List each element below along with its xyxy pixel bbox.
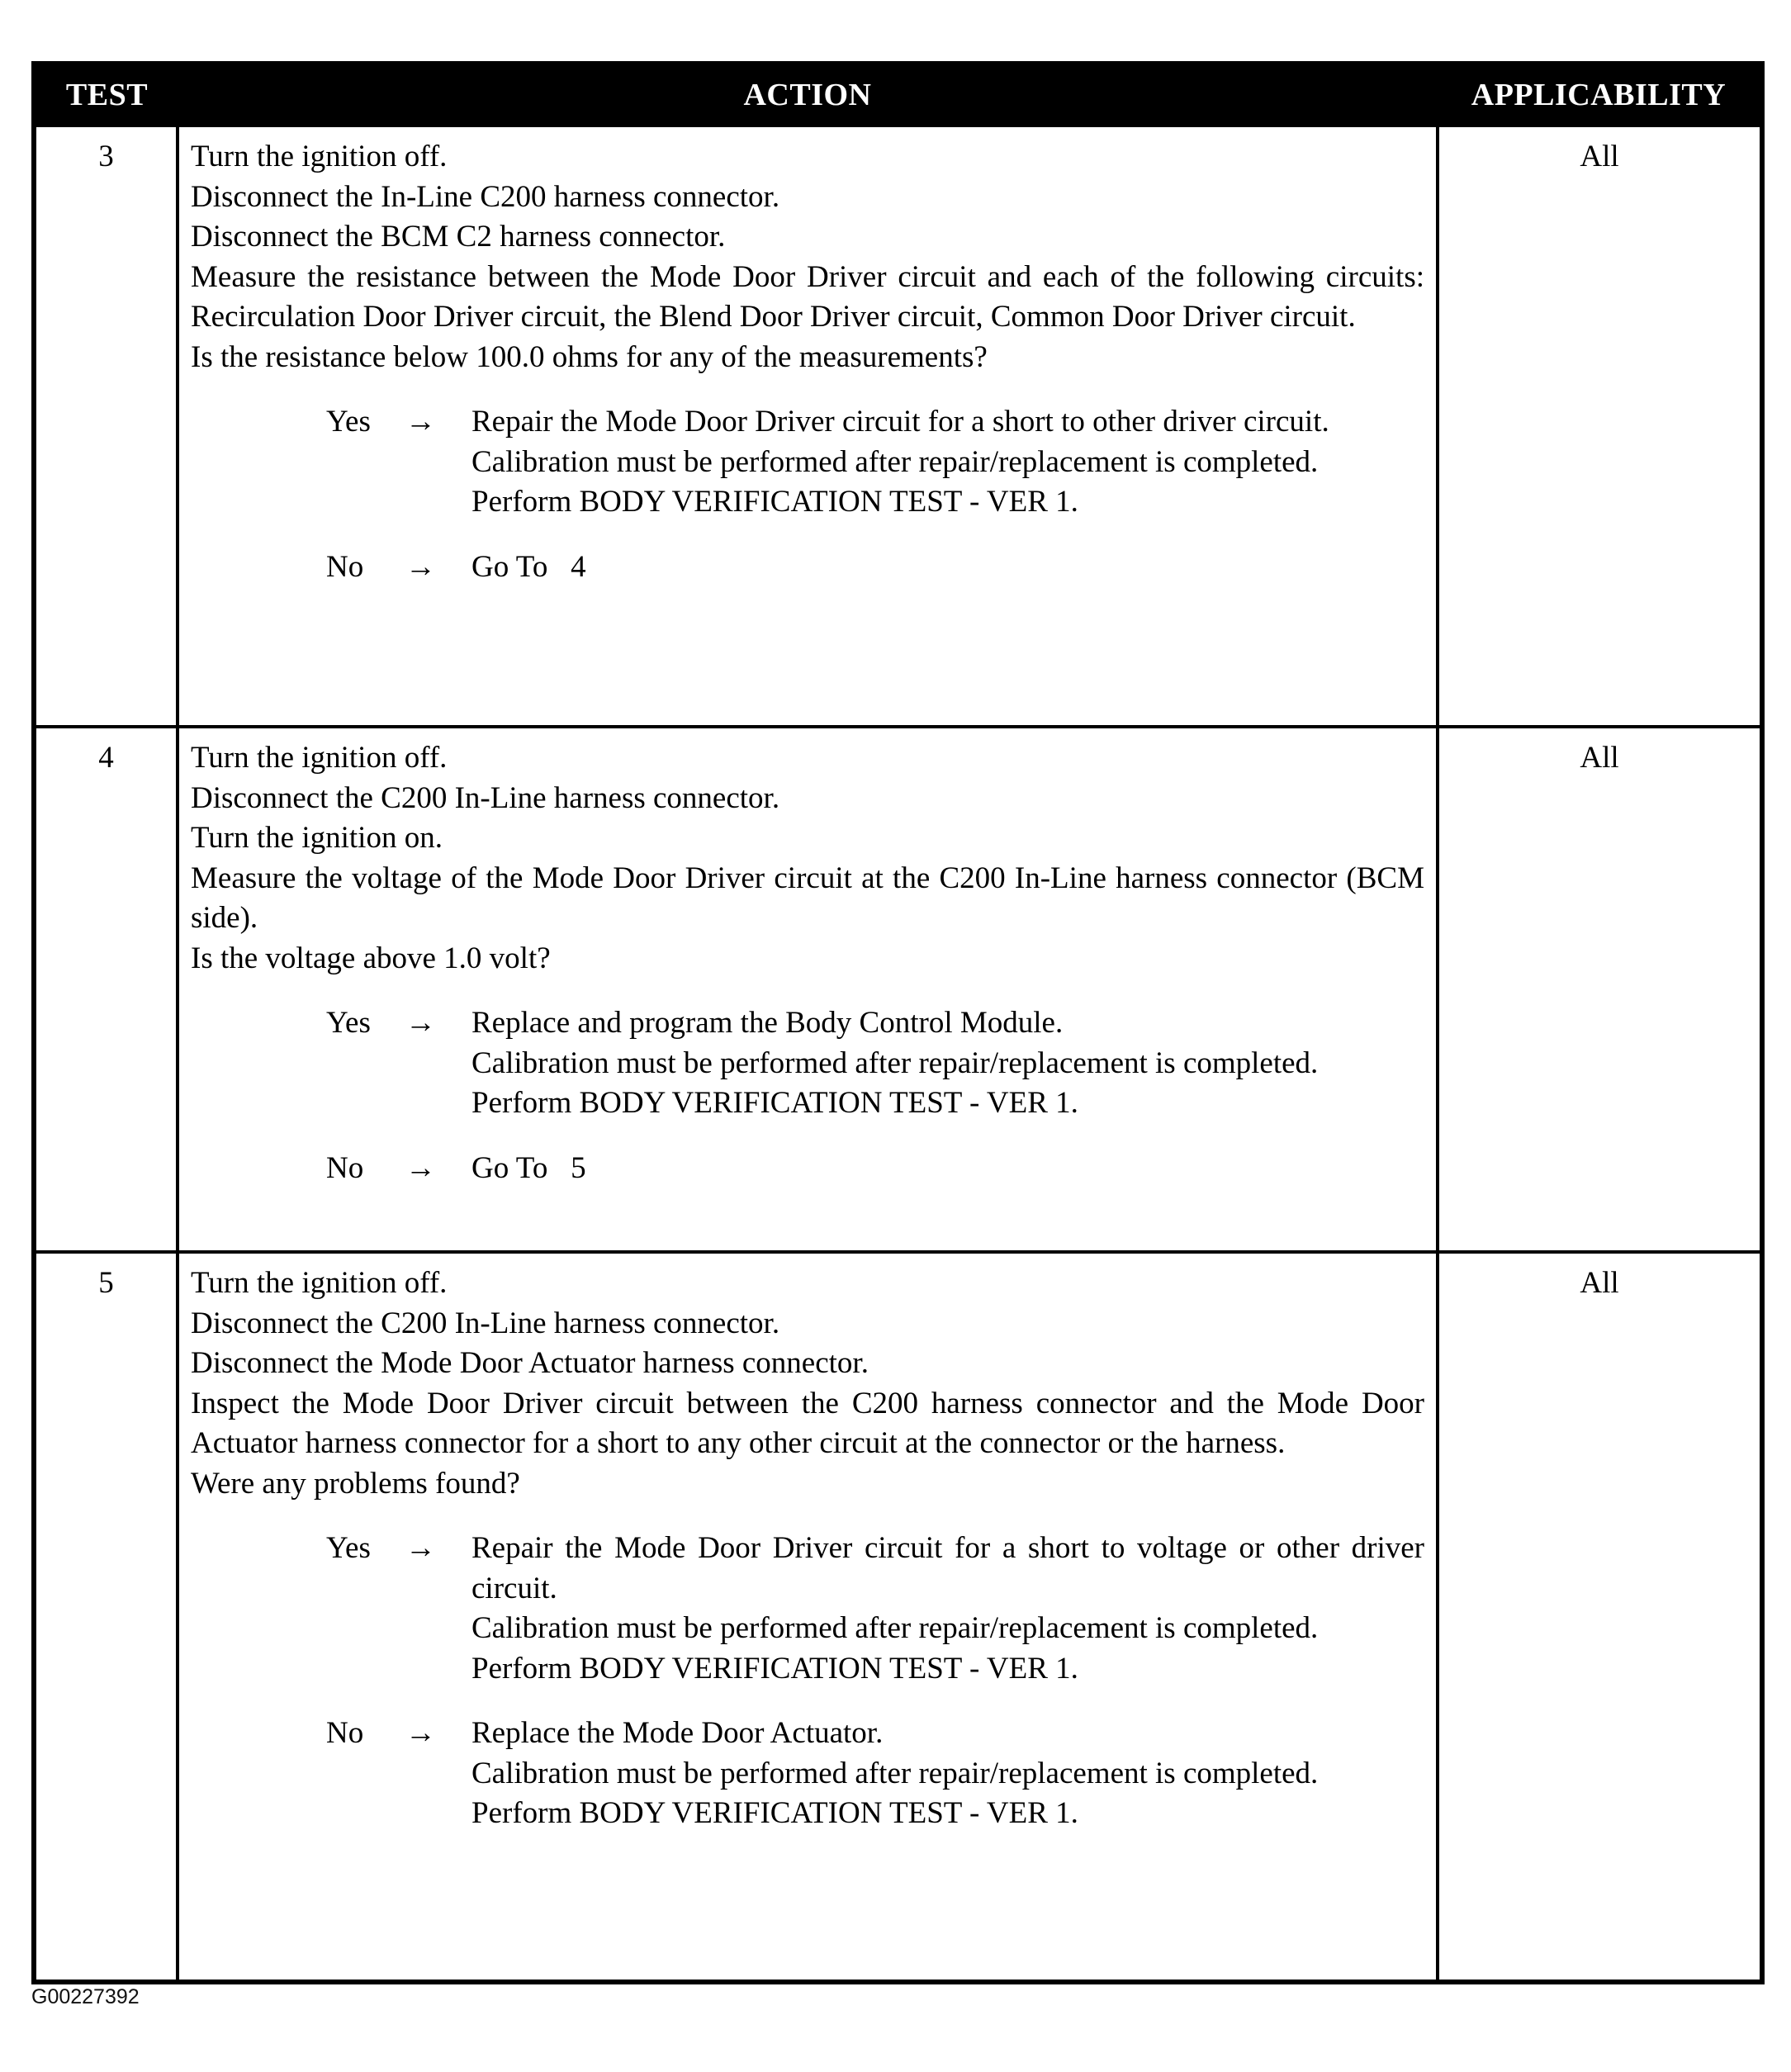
no-label: No [326, 549, 364, 584]
result-line: Replace and program the Body Control Module. [471, 1006, 1064, 1040]
result-line: Calibration must be performed after repair/replacement is completed. [471, 1756, 1319, 1790]
result-line: Repair the Mode Door Driver circuit for a short to voltage or other driver circuit. [471, 1531, 1424, 1605]
step-text: Disconnect the Mode Door Actuator harness connector. [191, 1346, 869, 1380]
arrow-right-icon: → [405, 1531, 436, 1565]
yes-label: Yes [326, 1531, 371, 1565]
header-row [34, 64, 1762, 126]
step-text: Disconnect the C200 In-Line harness connector. [191, 780, 780, 815]
result-line: Calibration must be performed after repair/replacement is completed. [471, 444, 1319, 479]
result-line: Perform BODY VERIFICATION TEST - VER 1. [471, 1651, 1078, 1686]
step-text: Measure the voltage of the Mode Door Driver circuit at the C200 In-Line harness connector (BCM side). [191, 861, 1424, 935]
action-cell [178, 1252, 1438, 1982]
no-instructions [471, 1149, 1424, 1189]
result-line: Calibration must be performed after repair/replacement is completed. [471, 1611, 1319, 1645]
no-label: No [326, 1716, 364, 1750]
arrow-right-icon: → [405, 1150, 436, 1185]
result-line: Perform BODY VERIFICATION TEST - VER 1. [471, 1796, 1078, 1830]
step-text: Is the voltage above 1.0 volt? [191, 941, 551, 975]
header-applicability: APPLICABILITY [1438, 64, 1762, 126]
step-text: Were any problems found? [191, 1466, 520, 1501]
step-text: Is the resistance below 100.0 ohms for any of the measurements? [191, 339, 988, 374]
arrow-right-icon: → [405, 1006, 436, 1040]
arrow-right-icon: → [405, 405, 436, 439]
test-number: 3 [34, 126, 178, 727]
step-text: Measure the resistance between the Mode Door Driver circuit and each of the following circuits: Recirculation Door Driver circuit, the Blend Door Driver circuit, Common Door Driver circuit. [191, 259, 1424, 334]
result-line: Perform BODY VERIFICATION TEST - VER 1. [471, 1086, 1078, 1120]
yes-label: Yes [326, 405, 371, 439]
header-test: TEST [34, 64, 178, 126]
step-text: Disconnect the C200 In-Line harness connector. [191, 1306, 780, 1340]
step-text: Turn the ignition off. [191, 140, 448, 173]
result-line: Go To 5 [471, 1150, 586, 1185]
yes-label: Yes [326, 1006, 371, 1040]
step-text: Disconnect the In-Line C200 harness connector. [191, 179, 780, 214]
test-number: 4 [34, 727, 178, 1252]
applicability-cell: All [1438, 1252, 1762, 1982]
no-result [191, 548, 1424, 588]
test-number: 5 [34, 1252, 178, 1982]
yes-instructions [471, 1529, 1424, 1689]
arrow-right-icon: → [405, 549, 436, 584]
table-row [34, 727, 1762, 1252]
no-instructions [471, 548, 1424, 588]
no-instructions [471, 1714, 1424, 1834]
header-action: ACTION [178, 64, 1438, 126]
arrow-right-icon: → [405, 1716, 436, 1750]
step-text: Turn the ignition off. [191, 1266, 448, 1300]
yes-instructions [471, 402, 1424, 523]
step-text: Turn the ignition on. [191, 821, 443, 855]
diagnostic-test-table [31, 61, 1765, 1984]
no-label: No [326, 1150, 364, 1185]
yes-instructions [471, 1003, 1424, 1124]
step-text: Inspect the Mode Door Driver circuit between the C200 harness connector and the Mode Door Actuator harness connector for a short to any other circuit at the connector or the harness. [191, 1386, 1424, 1460]
no-result [191, 1149, 1424, 1189]
yes-result [191, 1003, 1424, 1124]
result-line: Repair the Mode Door Driver circuit for a short to other driver circuit. [471, 405, 1329, 439]
applicability-cell: All [1438, 727, 1762, 1252]
table-row [34, 1252, 1762, 1982]
action-cell [178, 126, 1438, 727]
result-line: Go To 4 [471, 549, 586, 584]
yes-result [191, 1529, 1424, 1689]
step-text: Disconnect the BCM C2 harness connector. [191, 220, 726, 254]
action-cell [178, 727, 1438, 1252]
no-result [191, 1714, 1424, 1834]
yes-result [191, 402, 1424, 523]
result-line: Replace the Mode Door Actuator. [471, 1716, 884, 1750]
result-line: Perform BODY VERIFICATION TEST - VER 1. [471, 485, 1078, 519]
result-line: Calibration must be performed after repair/replacement is completed. [471, 1045, 1319, 1080]
applicability-cell: All [1438, 126, 1762, 727]
figure-id: G00227392 [31, 1985, 140, 2008]
table-row [34, 126, 1762, 727]
step-text: Turn the ignition off. [191, 741, 448, 775]
